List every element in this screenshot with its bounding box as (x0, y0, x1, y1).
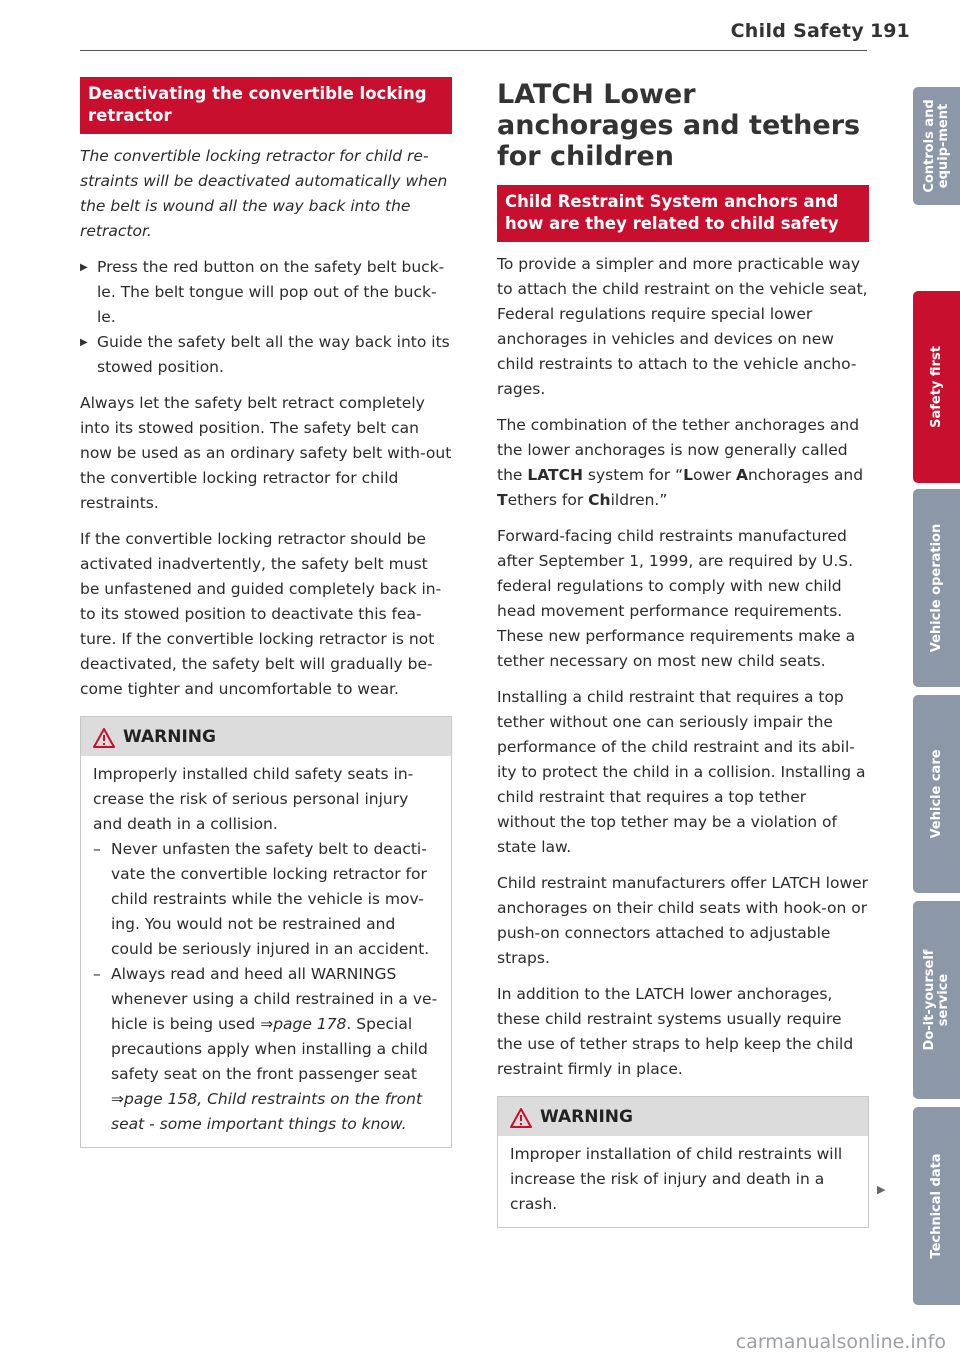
section-heading: Child Restraint System anchors and how are they related to child safety (497, 185, 869, 242)
warning-text: Improper installation of child restraints will increase the risk of injury and death in a crash. (510, 1145, 843, 1213)
side-tab-controls[interactable] (913, 87, 960, 205)
side-tab-label: Do-it-yourself service (921, 949, 951, 1051)
body-paragraph: Installing a child restraint that requires a top tether without one can seriously impair the performance of the child restraint and its abil-ity to protect the child in a collision. Installing a child restraint that requires a top tether without the top tether may be a violation of state law. (497, 688, 866, 856)
step-item: ▶ Press the red button on the safety belt buck-le. The belt tongue will pop out of the buck-le. (80, 255, 452, 330)
running-head: Child Safety (730, 20, 864, 42)
text-span: system for “ (582, 466, 684, 484)
warning-box (497, 1096, 869, 1228)
side-tab-label: Technical data (928, 1153, 944, 1259)
right-column (497, 77, 869, 1228)
body-paragraph: If the convertible locking retractor should be activated inadvertently, the safety belt must be unfastened and guided completely back in-to its stowed position to deactivate this fea-ture. If the convertible locking retractor is not deactivated, the safety belt will gradually be-come tighter and uncomfortable to wear. (80, 530, 442, 698)
acronym-letter: L (683, 466, 694, 484)
side-tab-safety-first[interactable] (913, 291, 960, 483)
warning-item-text: Always read and heed all WARNINGS whenever using a child restrained in a ve-hicle is being used (111, 965, 438, 1033)
warning-triangle-icon (93, 728, 115, 748)
warning-header (498, 1097, 868, 1136)
warning-item: – Never unfasten the safety belt to deacti-vate the convertible locking retractor for child restraints while the vehicle is mov-ing. You would not be restrained and could be seriously injured in an accident. (93, 837, 439, 962)
text-span: The combination of the tether anchorages and the lower anchorages is now generally called the (497, 416, 860, 484)
warning-title: WARNING (123, 727, 216, 747)
body-paragraph: Child restraint manufacturers offer LATCH lower anchorages on their child seats with hook-on or push-on connectors attached to adjustable straps. (497, 874, 869, 967)
text-span: ethers for (507, 491, 589, 509)
warning-body (81, 756, 451, 1147)
intro-text: The convertible locking retractor for child re-straints will be deactivated automatically when the belt is wound all the way back into the retractor. (80, 147, 448, 240)
warning-intro: Improperly installed child safety seats in-crease the risk of serious personal injury and death in a collision. (93, 765, 414, 833)
acronym-letter: T (497, 491, 508, 509)
side-tab-label: Vehicle care (928, 749, 944, 839)
header-rule (80, 50, 867, 51)
continue-arrow-icon: ▶ (877, 1183, 886, 1196)
warning-body (498, 1136, 868, 1227)
text-span: ildren.” (610, 491, 668, 509)
section-heading: Deactivating the convertible locking retractor (80, 77, 452, 134)
left-column (80, 77, 452, 1148)
body-paragraph: To provide a simpler and more practicable way to attach the child restraint on the vehicle seat, Federal regulations require special lower anchorages in vehicles and devices on new child restraints to attach to the vehicle ancho-rages. (497, 255, 868, 398)
side-tab-technical-data[interactable] (913, 1107, 960, 1305)
body-paragraph (497, 413, 869, 513)
page-reference-link[interactable]: ⇒page 158, Child restraints on the front seat - some important things to know. (111, 1090, 423, 1133)
side-tab-label: Controls and equip-ment (921, 99, 951, 193)
warning-header (81, 717, 451, 756)
warning-item-text: . Special precautions apply when installing a child safety seat on the front passenger seat (111, 1015, 428, 1083)
body-paragraph: Always let the safety belt retract completely into its stowed position. The safety belt can now be used as an ordinary safety belt with-out the convertible locking retractor for child restraints. (80, 394, 452, 512)
page-reference-link[interactable]: ⇒page 178 (260, 1015, 347, 1033)
warning-title: WARNING (540, 1107, 633, 1127)
acronym-letter: A (736, 466, 749, 484)
warning-triangle-icon (510, 1108, 532, 1128)
body-paragraph: In addition to the LATCH lower anchorages, these child restraint systems usually require the use of tether straps to help keep the child restraint firmly in place. (497, 985, 854, 1078)
text-span: nchorages and (748, 466, 864, 484)
side-tab-do-it-yourself[interactable] (913, 901, 960, 1099)
page-number: 191 (870, 20, 910, 42)
text-span: ower (693, 466, 737, 484)
warning-box (80, 716, 452, 1148)
chapter-title: LATCH Lower anchorages and tethers for children (497, 79, 861, 172)
side-tab-label: Vehicle operation (928, 523, 944, 653)
acronym-letter: Ch (588, 491, 611, 509)
warning-item (93, 962, 439, 1137)
body-paragraph: Forward-facing child restraints manufactured after September 1, 1999, are required by U.S. federal regulations to comply with new child head movement performance requirements. These new performance requirements make a tether necessary on most new child seats. (497, 527, 856, 670)
step-item: ▶ Guide the safety belt all the way back into its stowed position. (80, 330, 452, 380)
side-tab-vehicle-care[interactable] (913, 695, 960, 893)
watermark: carmanualsonline.info (735, 1331, 946, 1353)
side-tab-vehicle-operation[interactable] (913, 489, 960, 687)
side-tab-label: Safety first (928, 346, 944, 428)
latch-term: LATCH (527, 466, 583, 484)
